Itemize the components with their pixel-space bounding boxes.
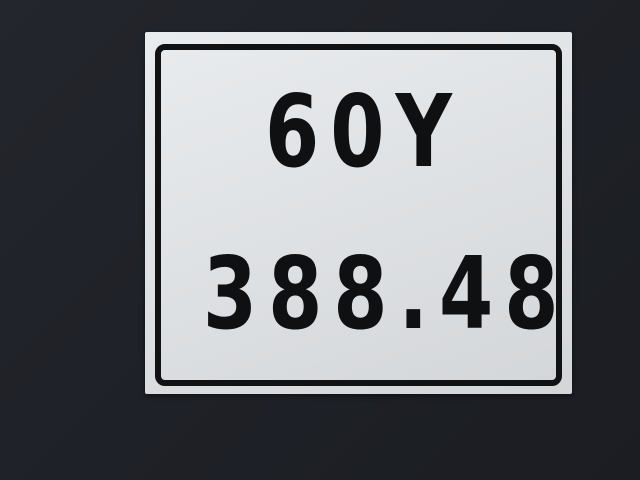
plate-line-bottom: 388.48 bbox=[202, 235, 570, 352]
license-plate bbox=[145, 32, 572, 394]
plate-line-top: 60Y bbox=[265, 73, 463, 190]
